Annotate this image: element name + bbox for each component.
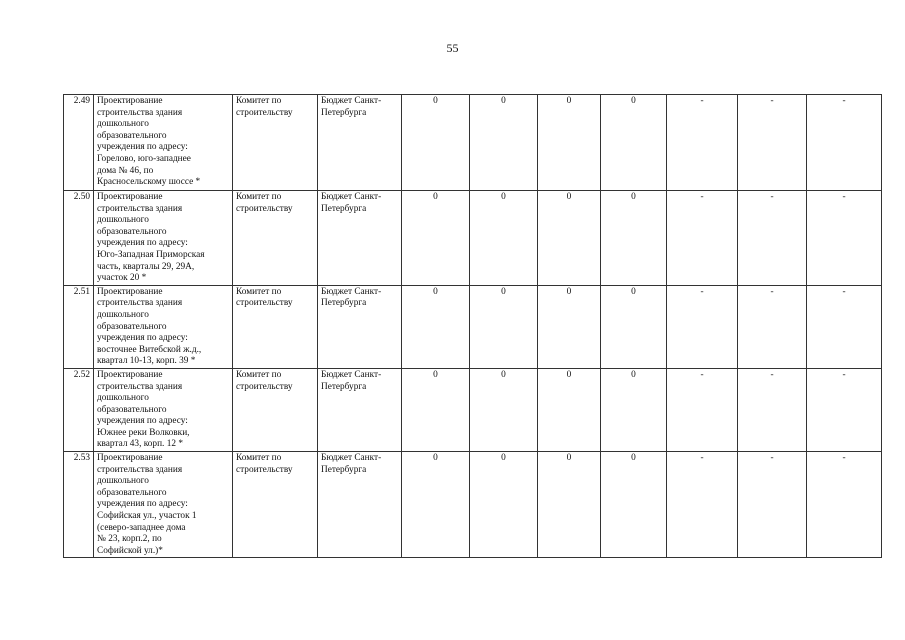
- value-cell: -: [807, 191, 882, 286]
- value-cell: 0: [601, 285, 667, 368]
- funding-source: Бюджет Санкт- Петербурга: [318, 452, 402, 558]
- measure-name: Проектирование строительства здания дошкольного образовательного учреждения по адресу: восточнее Витебской ж.д., квартал 10-13, корп. 39 *: [94, 285, 233, 368]
- value-cell: 0: [470, 368, 538, 451]
- value-cell: -: [667, 368, 738, 451]
- value-cell: 0: [538, 95, 601, 191]
- executor: Комитет по строительству: [233, 452, 318, 558]
- program-table: [63, 94, 882, 558]
- value-cell: -: [807, 452, 882, 558]
- value-cell: 0: [402, 191, 470, 286]
- value-cell: -: [738, 452, 807, 558]
- table-row: [64, 95, 882, 191]
- value-cell: 0: [601, 95, 667, 191]
- table-row: [64, 285, 882, 368]
- funding-source: Бюджет Санкт- Петербурга: [318, 368, 402, 451]
- value-cell: -: [738, 191, 807, 286]
- value-cell: 0: [601, 191, 667, 286]
- value-cell: -: [667, 191, 738, 286]
- value-cell: 0: [402, 95, 470, 191]
- executor: Комитет по строительству: [233, 285, 318, 368]
- value-cell: -: [807, 285, 882, 368]
- value-cell: 0: [538, 285, 601, 368]
- value-cell: 0: [402, 452, 470, 558]
- value-cell: -: [807, 368, 882, 451]
- row-number: 2.51: [64, 285, 94, 368]
- value-cell: 0: [538, 368, 601, 451]
- value-cell: 0: [402, 285, 470, 368]
- page-number: 55: [446, 41, 459, 55]
- value-cell: 0: [538, 452, 601, 558]
- row-number: 2.52: [64, 368, 94, 451]
- measure-name: Проектирование строительства здания дошкольного образовательного учреждения по адресу: Горелово, юго-западнее дома № 46, по Красносельскому шоссе *: [94, 95, 233, 191]
- value-cell: -: [667, 285, 738, 368]
- executor: Комитет по строительству: [233, 368, 318, 451]
- row-number: 2.50: [64, 191, 94, 286]
- funding-source: Бюджет Санкт- Петербурга: [318, 285, 402, 368]
- value-cell: 0: [470, 95, 538, 191]
- value-cell: -: [807, 95, 882, 191]
- row-number: 2.49: [64, 95, 94, 191]
- value-cell: 0: [470, 452, 538, 558]
- value-cell: 0: [470, 285, 538, 368]
- value-cell: 0: [402, 368, 470, 451]
- value-cell: 0: [601, 368, 667, 451]
- measure-name: Проектирование строительства здания дошкольного образовательного учреждения по адресу: Софийская ул., участок 1 (северо-западнее дома № 23, корп.2, по Софийской ул.)*: [94, 452, 233, 558]
- executor: Комитет по строительству: [233, 95, 318, 191]
- executor: Комитет по строительству: [233, 191, 318, 286]
- row-number: 2.53: [64, 452, 94, 558]
- value-cell: -: [738, 95, 807, 191]
- table-row: [64, 368, 882, 451]
- value-cell: -: [667, 95, 738, 191]
- value-cell: -: [667, 452, 738, 558]
- value-cell: 0: [601, 452, 667, 558]
- measure-name: Проектирование строительства здания дошкольного образовательного учреждения по адресу: Юго-Западная Приморская часть, кварталы 29, 29А, участок 20 *: [94, 191, 233, 286]
- table-row: [64, 191, 882, 286]
- value-cell: -: [738, 285, 807, 368]
- funding-source: Бюджет Санкт- Петербурга: [318, 95, 402, 191]
- measure-name: Проектирование строительства здания дошкольного образовательного учреждения по адресу: Южнее реки Волковки, квартал 43, корп. 12 *: [94, 368, 233, 451]
- value-cell: 0: [538, 191, 601, 286]
- funding-source: Бюджет Санкт- Петербурга: [318, 191, 402, 286]
- value-cell: -: [738, 368, 807, 451]
- table-body: [64, 95, 882, 558]
- table-row: [64, 452, 882, 558]
- value-cell: 0: [470, 191, 538, 286]
